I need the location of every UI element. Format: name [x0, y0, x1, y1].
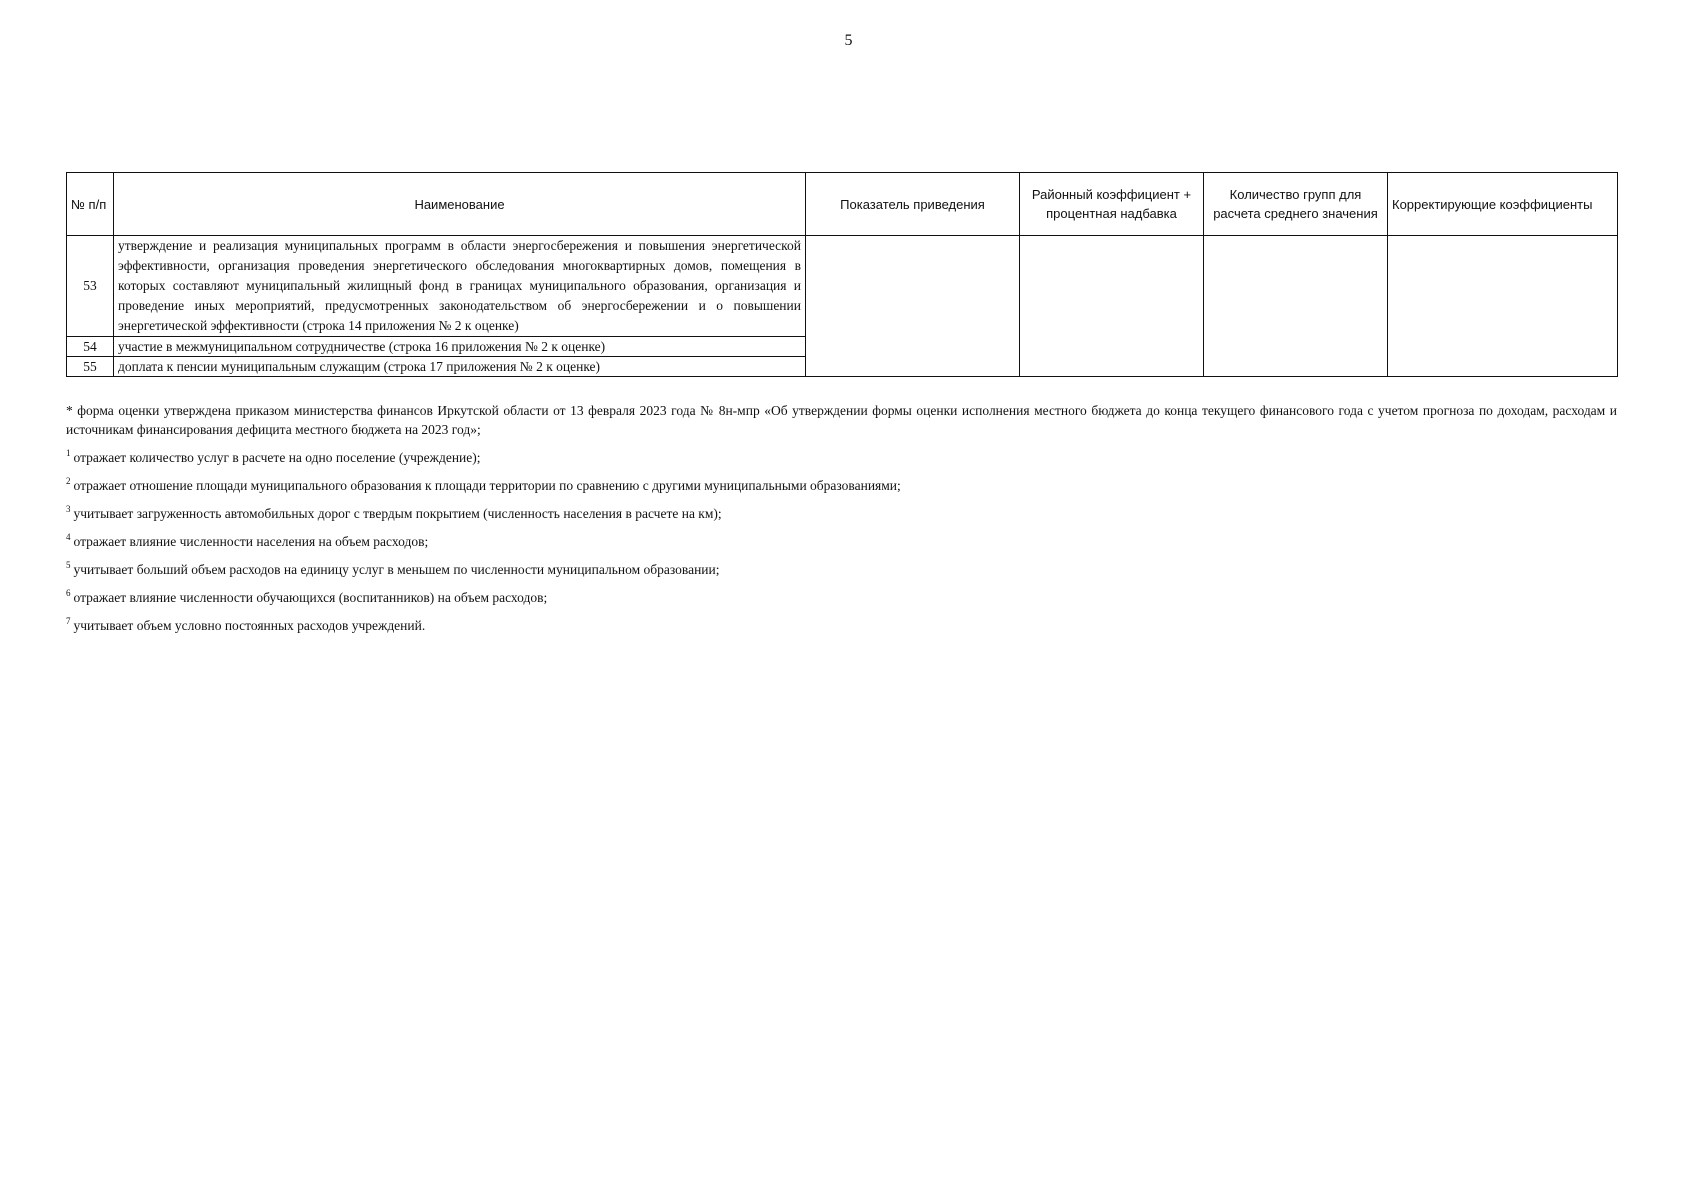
table-row: [67, 236, 1618, 337]
footnote: [66, 448, 1617, 467]
regional-coefficient-cell: [1020, 236, 1204, 377]
table-header-row: [67, 173, 1618, 236]
footnote: [66, 504, 1617, 523]
footnotes-section: [66, 401, 1617, 635]
header-correction-coefficients: Корректирующие коэффициенты: [1388, 173, 1618, 236]
header-group-count: Количество групп для расчета среднего значения: [1204, 173, 1388, 236]
footnote: [66, 532, 1617, 551]
row-name: участие в межмуниципальном сотрудничестве (строка 16 приложения № 2 к оценке): [114, 337, 806, 357]
correction-coefficients-cell: [1388, 236, 1618, 377]
footnote: [66, 476, 1617, 495]
reduction-indicator-cell: [806, 236, 1020, 377]
row-number: 55: [67, 357, 114, 377]
page-number: 5: [844, 32, 853, 49]
footnote-text: отражает влияние численности обучающихся (воспитанников) на объем расходов;: [73, 590, 548, 605]
form-approval-note: * форма оценки утверждена приказом министерства финансов Иркутской области от 13 февраля 2023 года № 8н-мпр «Об утверждении формы оценки исполнения местного бюджета до конца текущего финансового года с учетом прогноза по доходам, расходам и источникам финансирования дефицита местного бюджета на 2023 год»;: [66, 403, 1617, 437]
group-count-cell: [1204, 236, 1388, 377]
row-name: утверждение и реализация муниципальных программ в области энергосбережения и повышения энергетической эффективности, организация проведения энергетического обследования многоквартирных домов, помещения в которых составляют муниципальный жилищный фонд в границах муниципального образования, организация и проведение иных мероприятий, предусмотренных законодательством об энергосбережении и о повышении энергетической эффективности (строка 14 приложения № 2 к оценке): [114, 236, 806, 337]
header-name: Наименование: [114, 173, 806, 236]
footnote: [66, 588, 1617, 607]
header-regional-coefficient: Районный коэффициент + процентная надбавка: [1020, 173, 1204, 236]
footnote-text: отражает влияние численности населения на объем расходов;: [73, 534, 429, 549]
footnote-text: учитывает больший объем расходов на единицу услуг в меньшем по численности муниципальном образовании;: [73, 562, 720, 577]
coefficients-table: [66, 172, 1618, 377]
row-number: 53: [67, 236, 114, 337]
row-number: 54: [67, 337, 114, 357]
footnote-mark: 3: [66, 504, 71, 514]
footnote-mark: 7: [66, 616, 71, 626]
footnote-mark: 4: [66, 532, 71, 542]
footnote-mark: 6: [66, 588, 71, 598]
footnote-mark: 1: [66, 448, 71, 458]
footnote-mark: 5: [66, 560, 71, 570]
row-name: доплата к пенсии муниципальным служащим (строка 17 приложения № 2 к оценке): [114, 357, 806, 377]
footnote-text: отражает отношение площади муниципального образования к площади территории по сравнению с другими муниципальными образованиями;: [73, 478, 901, 493]
header-reduction-indicator: Показатель приведения: [806, 173, 1020, 236]
header-number: № п/п: [67, 173, 114, 236]
footnote-text: отражает количество услуг в расчете на одно поселение (учреждение);: [73, 450, 481, 465]
footnote: [66, 616, 1617, 635]
footnote-mark: 2: [66, 476, 71, 486]
footnote-text: учитывает объем условно постоянных расходов учреждений.: [73, 618, 426, 633]
footnote: [66, 560, 1617, 579]
footnote-text: учитывает загруженность автомобильных дорог с твердым покрытием (численность населения в расчете на км);: [73, 506, 722, 521]
